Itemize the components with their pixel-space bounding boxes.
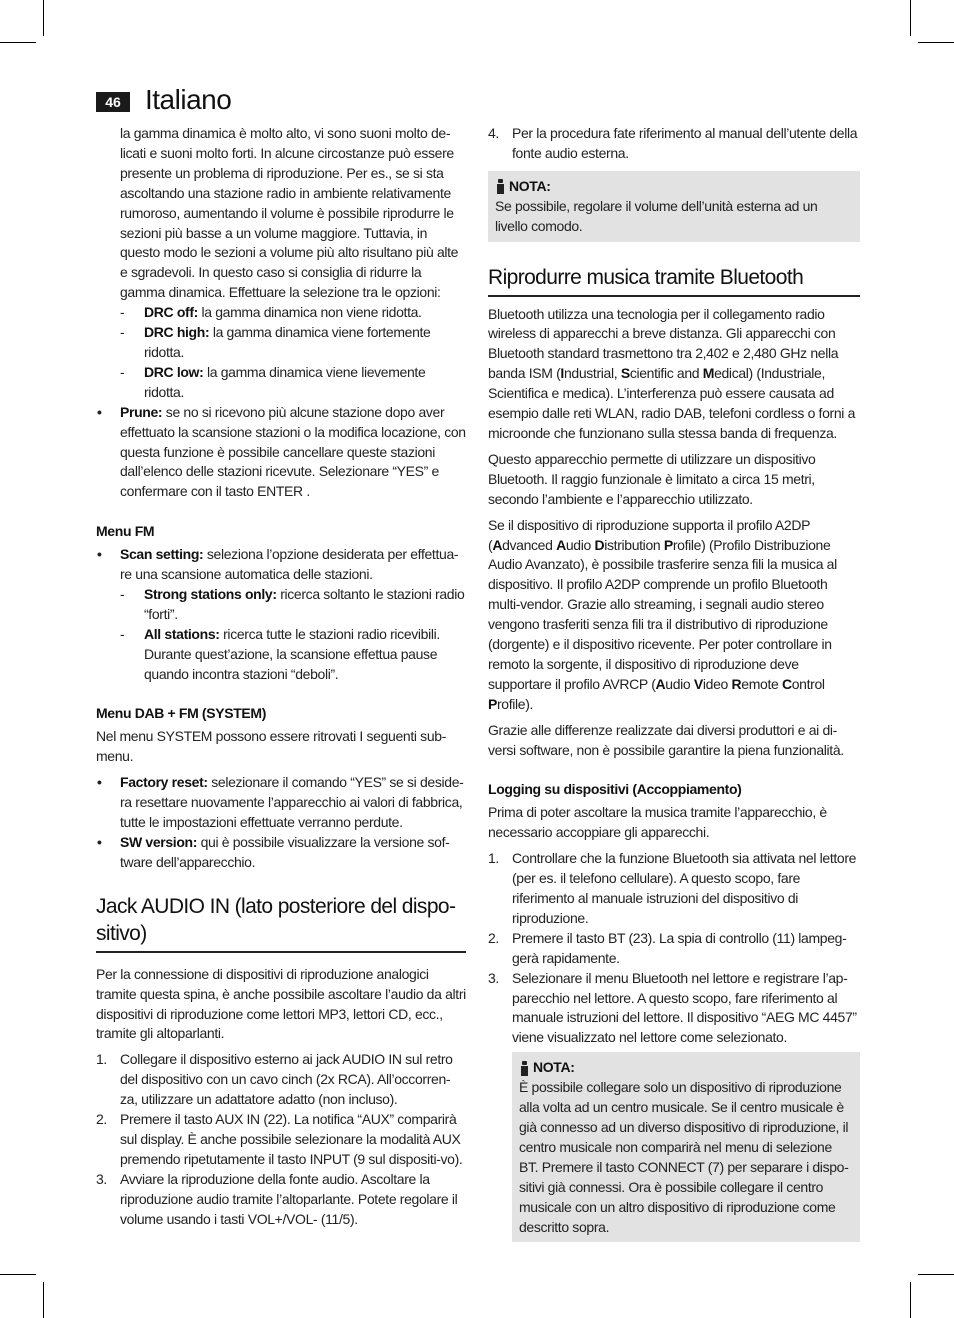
jack-intro: Per la connessione di dispositivi di riproduzione analogici tramite questa spina, è anche possibile ascoltare l’audio da altri dispositivi di riproduzione come lettori MP3, lettori CD, ecc., tramite gli altoparlanti. (96, 965, 466, 1042)
crop-mark (0, 1274, 36, 1275)
crop-mark (0, 42, 36, 43)
drc-intro: la gamma dinamica è molto alto, vi sono suoni molto de-licati e suoni molto forti. In alcune circostanze può essere presente un problema di riproduzione. Per es., se si sta ascoltando una stazione radio in ambiente relativamente rumoroso, aumentando il volume è possibile riprodurre le sezioni più basse a un volume maggiore. Tuttavia, in questo modo le sezioni a volume più alto risultano più alte e sgradevoli. In questo caso si consiglia di ridurre la gamma dinamica. Effettuare la selezione tra le opzioni: (120, 125, 459, 301)
list-item: - DRC high: la gamma dinamica viene fortemente ridotta. (120, 324, 431, 360)
list-item: • Scan setting: seleziona l’opzione desiderata per effettua-re una scansione automatica delle stazioni. (97, 546, 459, 583)
list-item: - All stations: ricerca tutte le stazioni radio ricevibili. Durante quest’azione, la scansione effettua pause quando incontra stazioni “deboli”. (120, 625, 440, 682)
crop-mark (43, 0, 44, 36)
crop-mark (910, 0, 911, 36)
crop-mark (910, 1282, 911, 1318)
crop-mark (918, 42, 954, 43)
list-item: 2. Premere il tasto AUX IN (22). La notifica “AUX” comparirà sul display. È anche possibile selezionare la modalità AUX premendo ripetutamente il tasto INPUT (9 sul dispositi-vo). (96, 1111, 463, 1167)
list-item: 3. Selezionare il menu Bluetooth nel lettore e registrare l’ap-parecchio nel lettore. A questo scopo, fare riferimento al manuale istruzioni del lettore. Il dispositivo “AEG MC 4457” viene visualizzato nel lettore come selezionato. (488, 969, 857, 1046)
crop-mark (43, 1282, 44, 1318)
bluetooth-heading: Riprodurre musica tramite Bluetooth (488, 264, 860, 297)
jack-heading: Jack AUDIO IN (lato posteriore del dispo-sitivo) (96, 893, 466, 953)
list-item: 3. Avviare la riproduzione della fonte audio. Ascoltare la riproduzione audio tramite l’altoparlante. Potete regolare il volume usando i tasti VOL+/VOL- (11/5). (96, 1170, 458, 1227)
list-item: 4. Per la procedura fate riferimento al manual dell’utente della fonte audio esterna. (488, 125, 858, 161)
bluetooth-paragraph: Se il dispositivo di riproduzione supporta il profilo A2DP (Advanced Audio Distribution Profile) (Profilo Distribuzione Audio Avanzato), è possibile trasferire senza fili la musica al dispositivo. Il profilo A2DP comprende un profilo Bluetooth multi-vendor. Grazie allo streaming, i segnali audio stereo vengono trasferiti senza fili tra il distributivo di riproduzione (dorgente) e il dispositivo ricevente. Per poter controllare in remoto la sorgente, il dispositivo di riproduzione deve supportare il profilo AVRCP (Audio Video Remote Control Profile). (488, 516, 837, 712)
right-column (488, 124, 860, 1242)
pairing-intro: Prima di poter ascoltare la musica tramite l’apparecchio, è necessario accoppiare gli apparecchi. (488, 804, 827, 841)
menu-dab-heading: Menu DAB + FM (SYSTEM) (96, 705, 267, 722)
list-item: • Factory reset: selezionare il comando “YES” se si deside-ra resettare nuovamente l’apparecchio ai valori di fabbrica, tutte le impostazioni effettuate verranno perdute. (97, 774, 464, 830)
page-number: 46 (96, 92, 130, 112)
list-item: • SW version: qui è possibile visualizzare la versione sof-tware dell’apparecchio. (97, 833, 450, 870)
list-item: 1. Collegare il dispositivo esterno ai jack AUDIO IN sul retro del dispositivo con un cavo cinch (2x RCA). All’occorren-za, utilizzare un adattatore adatto (non incluso). (96, 1051, 453, 1108)
note-box (512, 1052, 860, 1242)
list-item: - Strong stations only: ricerca soltanto le stazioni radio “forti”. (120, 585, 465, 622)
bluetooth-paragraph: Grazie alle differenze realizzate dai diversi produttori e ai di-versi software, non è possibile garantire la piena funzionalità. (488, 721, 844, 758)
note-box (488, 171, 860, 242)
crop-mark (918, 1274, 954, 1275)
list-item: - DRC off: la gamma dinamica non viene ridotta. (120, 304, 422, 321)
info-icon (495, 179, 505, 194)
list-item: 1. Controllare che la funzione Bluetooth sia attivata nel lettore (per es. il telefono cellulare). A questo scopo, fare riferimento al manuale istruzioni del dispositivo di riproduzione. (488, 850, 857, 926)
menu-dab-intro: Nel menu SYSTEM possono essere ritrovati I seguenti sub-menu. (96, 728, 447, 765)
info-icon (519, 1061, 529, 1076)
list-item: • Prune: se no si ricevono più alcune stazione dopo aver effettuato la scansione stazioni o la modifica locazione, con questa funzione è possibile cancellare queste stazioni dall’elenco delle stazioni ricevute. Selezionare “YES” e confermare con il tasto ENTER . (97, 403, 466, 500)
left-column (96, 124, 466, 1230)
note-header: NOTA: (519, 1058, 853, 1078)
note-text: È possibile collegare solo un dispositivo di riproduzione alla volta ad un centro musicale. Se il centro musicale è già connesso ad un diverso dispositivo di riproduzione, il centro musicale non comparirà nel menu di selezione BT. Premere il tasto CONNECT (7) per separare i dispo-sitivi già connessi. Ora è possibile collegare il centro musicale con un altro dispositivo di riproduzione come descritto sopra. (519, 1079, 849, 1235)
pairing-heading: Logging su dispositivi (Accoppiamento) (488, 781, 742, 798)
list-item: - DRC low: la gamma dinamica viene lievemente ridotta. (120, 363, 426, 400)
note-header: NOTA: (495, 177, 853, 197)
page-title: Italiano (145, 84, 232, 115)
bluetooth-paragraph: Bluetooth utilizza una tecnologia per il collegamento radio wireless di apparecchi a breve distanza. Gli apparecchi con Bluetooth standard trasmettono tra 2,402 e 2,480 GHz nella banda ISM (Industrial, Scientific and Medical) (Industriale, Scientifica e medica). L’interferenza può essere causata ad esempio dalle reti WLAN, radio DAB, telefoni cordless o forni a microonde che funzionano sulla stessa banda di frequenza. (488, 305, 856, 441)
note-text: Se possibile, regolare il volume dell’unità esterna ad un livello comodo. (495, 197, 818, 234)
menu-fm-heading: Menu FM (96, 523, 155, 540)
list-item: 2. Premere il tasto BT (23). La spia di controllo (11) lampeg-gerà rapidamente. (488, 929, 847, 966)
bluetooth-paragraph: Questo apparecchio permette di utilizzare un dispositivo Bluetooth. Il raggio funzionale è limitato a circa 15 metri, secondo l’ambiente e l’apparecchio utilizzato. (488, 450, 816, 507)
